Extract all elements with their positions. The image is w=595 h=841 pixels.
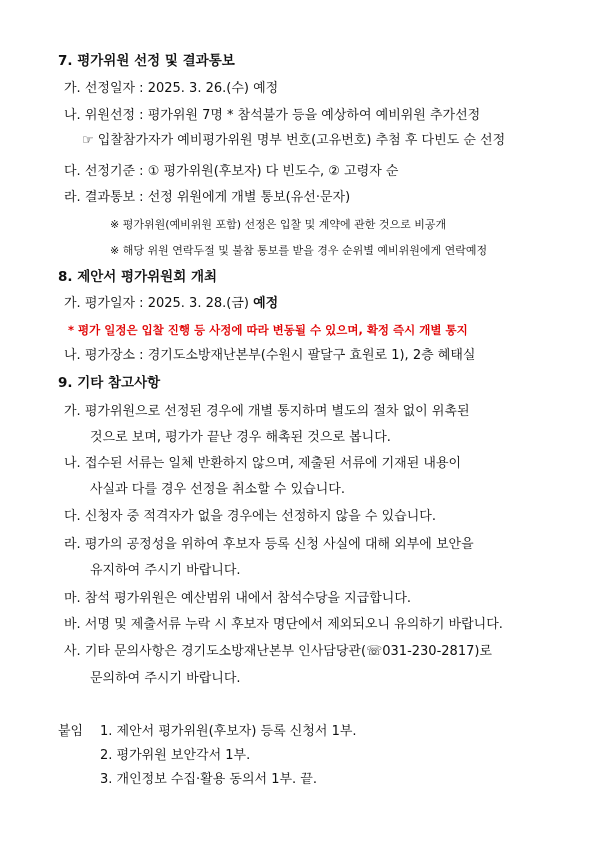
result-notice: 라. 결과통보 : 선정 위원에게 개별 통보(유선·문자)	[64, 190, 351, 205]
list-item-cont: 유지하여 주시기 바랍니다.	[90, 563, 241, 578]
list-item: 사. 기타 문의사항은 경기도소방재난본부 인사담당관(☏031-230-2817)로	[64, 644, 492, 659]
section-9-heading: 9. 기타 참고사항	[58, 375, 161, 391]
attachment-item: 2. 평가위원 보안각서 1부.	[100, 748, 251, 763]
evaluation-date	[64, 296, 278, 312]
list-item: 다. 신청자 중 적격자가 없을 경우에는 선정하지 않을 수 있습니다.	[64, 509, 436, 524]
evaluation-place: 나. 평가장소 : 경기도소방재난본부(수원시 팔달구 효원로 1), 2층 혜태실	[64, 348, 476, 363]
selection-criteria: 다. 선정기준 : ① 평가위원(후보자) 다 빈도수, ② 고령자 순	[64, 164, 399, 179]
list-item-cont: 사실과 다를 경우 선정을 취소할 수 있습니다.	[90, 482, 345, 497]
attachment-item: 3. 개인정보 수집·활용 동의서 1부. 끝.	[100, 772, 317, 787]
attachment-item: 1. 제안서 평가위원(후보자) 등록 신청서 1부.	[100, 724, 357, 739]
schedule-warning: * 평가 일정은 입찰 진행 등 사정에 따라 변동될 수 있으며, 확정 즉시 개별 통지	[68, 323, 468, 337]
section-8-heading: 8. 제안서 평가위원회 개최	[58, 269, 218, 285]
list-item: 바. 서명 및 제출서류 누락 시 후보자 명단에서 제외되오니 유의하기 바랍니다.	[64, 617, 503, 632]
member-selection: 나. 위원선정 : 평가위원 7명 * 참석불가 등을 예상하여 예비위원 추가선정	[64, 108, 481, 123]
evaluation-date-emphasis: 예정	[253, 296, 279, 311]
evaluation-date-text: 가. 평가일자 : 2025. 3. 28.(금)	[64, 296, 254, 311]
list-item: 나. 접수된 서류는 일체 반환하지 않으며, 제출된 서류에 기재된 내용이	[64, 456, 462, 471]
list-item: 마. 참석 평가위원은 예산범위 내에서 참석수당을 지급합니다.	[64, 591, 412, 606]
selection-date: 가. 선정일자 : 2025. 3. 26.(수) 예정	[64, 81, 279, 96]
list-item-cont: 문의하여 주시기 바랍니다.	[90, 671, 241, 686]
section-7-heading: 7. 평가위원 선정 및 결과통보	[58, 53, 235, 69]
note-confidential: ※ 평가위원(예비위원 포함) 선정은 입찰 및 계약에 관한 것으로 비공개	[110, 218, 447, 231]
member-selection-sub: ☞ 입찰참가자가 예비평가위원 명부 번호(고유번호) 추첨 후 다빈도 순 선정	[82, 133, 506, 148]
note-reserve: ※ 해당 위원 연락두절 및 불참 통보를 받을 경우 순위별 예비위원에게 연락예정	[110, 244, 488, 257]
list-item: 라. 평가의 공정성을 위하여 후보자 등록 신청 사실에 대해 외부에 보안을	[64, 537, 474, 552]
list-item: 가. 평가위원으로 선정된 경우에 개별 통지하며 별도의 절차 없이 위촉된	[64, 404, 470, 419]
attachment-label: 붙임	[58, 724, 84, 739]
list-item-cont: 것으로 보며, 평가가 끝난 경우 해촉된 것으로 봅니다.	[90, 430, 391, 445]
